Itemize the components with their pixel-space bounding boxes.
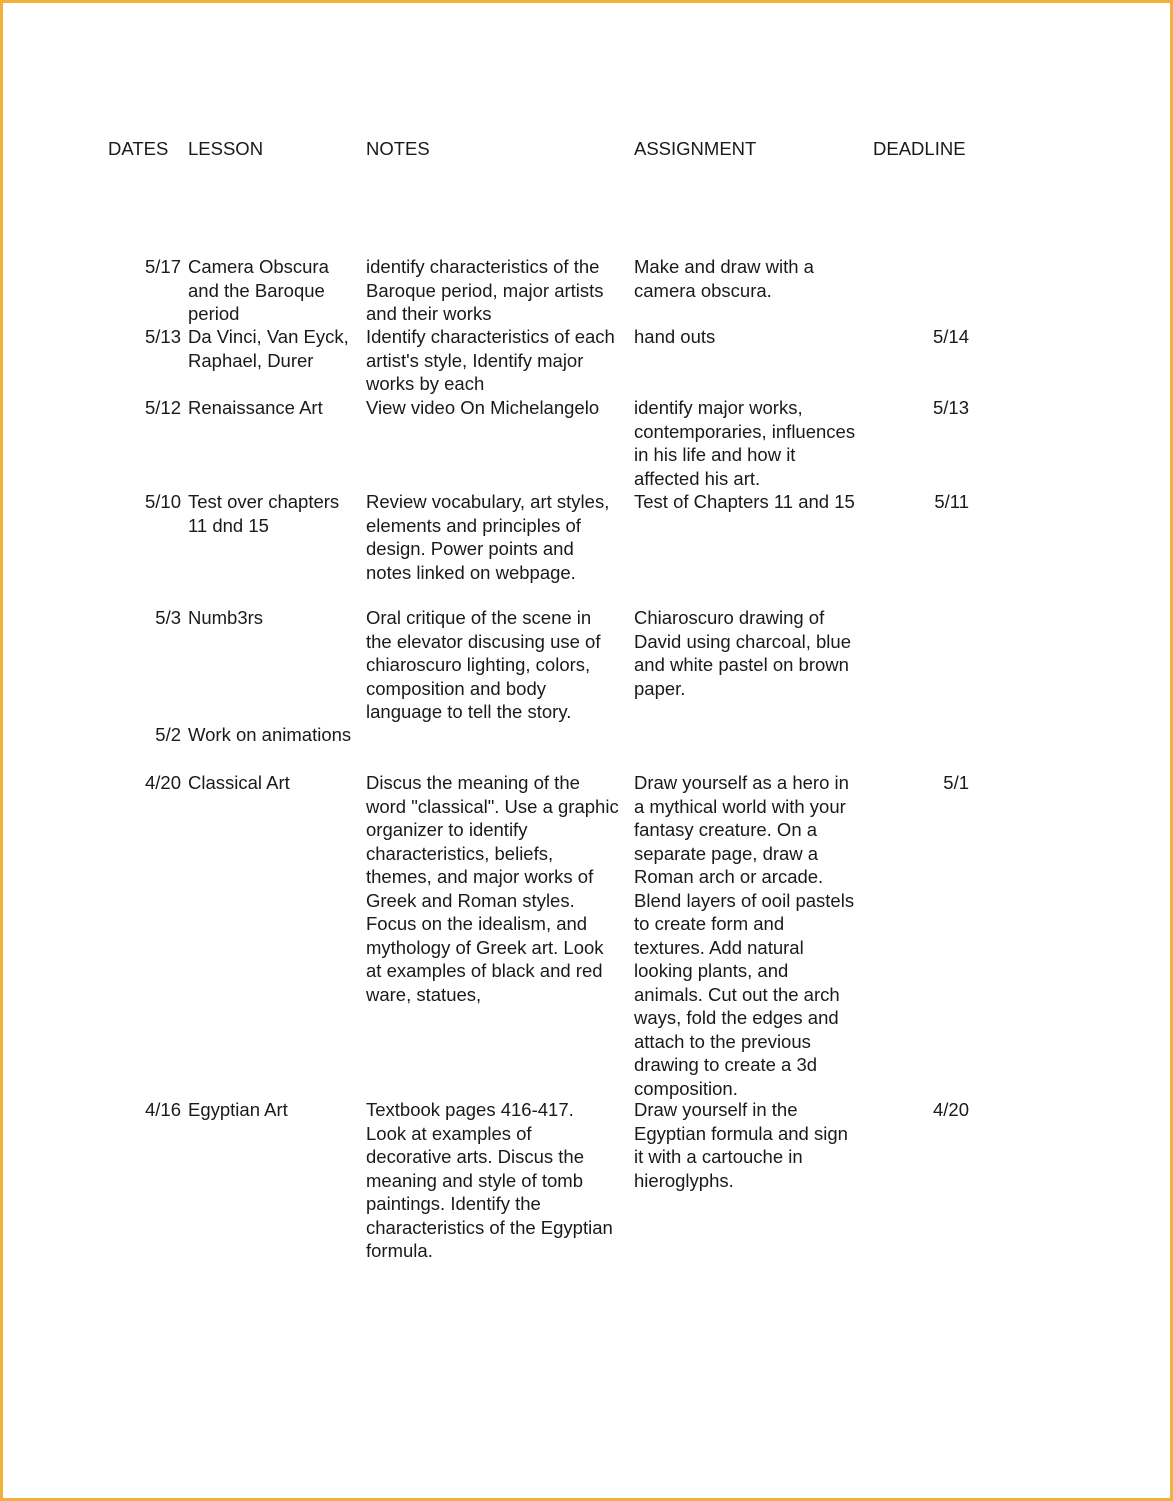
- row-notes-line: notes linked on webpage.: [366, 561, 576, 583]
- row-assignment-line: attach to the previous: [634, 1030, 811, 1052]
- row-lesson-line: and the Baroque: [188, 279, 325, 301]
- row-lesson: Numb3rs: [188, 607, 264, 628]
- header-notes: NOTES: [366, 138, 430, 159]
- row-lesson-line: Raphael, Durer: [188, 349, 314, 371]
- row-notes-line: composition and body: [366, 677, 546, 699]
- row-date: 5/10: [144, 491, 181, 512]
- row-notes-line: themes, and major works of: [366, 866, 594, 887]
- row-notes: Identify characteristics of each: [366, 326, 615, 347]
- row-notes: View video On Michelangelo: [366, 397, 600, 418]
- row-assignment-line: and white pastel on brown: [634, 654, 849, 675]
- row-notes: Review vocabulary, art styles,: [366, 491, 610, 512]
- row-date: 5/12: [144, 397, 181, 418]
- row-date: 5/2: [155, 724, 181, 745]
- row-assignment: hand outs: [634, 326, 716, 347]
- header-deadline: DEADLINE: [873, 138, 966, 159]
- row-assignment-line: affected his art.: [634, 467, 761, 489]
- row-assignment-line: David using charcoal, blue: [634, 630, 851, 652]
- row-deadline: 5/11: [934, 491, 969, 512]
- row-date: 5/13: [144, 326, 181, 347]
- row-assignment-line: drawing to create a 3d: [634, 1054, 818, 1075]
- row-notes: Textbook pages 416-417.: [366, 1099, 574, 1120]
- row-assignment: Draw yourself in the: [634, 1099, 798, 1120]
- row-assignment-line: a mythical world with your: [634, 795, 846, 817]
- row-date: 5/17: [144, 256, 181, 277]
- row-notes-line: formula.: [366, 1240, 433, 1261]
- row-notes-line: chiaroscuro lighting, colors,: [366, 654, 591, 675]
- row-date: 5/3: [155, 607, 181, 628]
- row-lesson-line: period: [188, 303, 240, 324]
- row-notes-line: artist's style, Identify major: [366, 349, 584, 371]
- row-lesson: Egyptian Art: [188, 1099, 288, 1120]
- row-deadline: 4/20: [932, 1099, 969, 1120]
- row-assignment-line: composition.: [634, 1077, 738, 1099]
- row-assignment: Chiaroscuro drawing of: [634, 607, 825, 628]
- row-lesson: Camera Obscura: [188, 256, 329, 277]
- row-assignment-line: separate page, draw a: [634, 842, 819, 864]
- row-notes-line: language to tell the story.: [366, 701, 572, 722]
- row-notes: Discus the meaning of the: [366, 772, 580, 793]
- row-assignment-line: looking plants, and: [634, 960, 789, 981]
- header-lesson: LESSON: [188, 138, 264, 159]
- row-notes-line: at examples of black and red: [366, 960, 603, 981]
- row-lesson: Test over chapters: [188, 491, 340, 512]
- row-notes-line: ware, statues,: [366, 983, 482, 1005]
- row-notes-line: elements and principles of: [366, 514, 581, 536]
- row-notes: identify characteristics of the: [366, 256, 600, 277]
- row-deadline: 5/14: [932, 326, 969, 347]
- row-assignment-line: contemporaries, influences: [634, 420, 856, 442]
- row-assignment-line: Egyptian formula and sign: [634, 1122, 848, 1144]
- row-notes-line: Greek and Roman styles.: [366, 889, 575, 911]
- row-notes-line: characteristics, beliefs,: [366, 842, 554, 864]
- row-notes-line: Focus on the idealism, and: [366, 913, 588, 934]
- row-assignment: Test of Chapters 11 and 15: [634, 491, 855, 512]
- row-lesson: Classical Art: [188, 772, 290, 793]
- row-assignment-line: animals. Cut out the arch: [634, 983, 840, 1005]
- row-lesson: Da Vinci, Van Eyck,: [188, 326, 349, 347]
- row-notes-line: mythology of Greek art. Look: [366, 936, 604, 958]
- row-date: 4/20: [144, 772, 181, 793]
- header-assignment: ASSIGNMENT: [634, 138, 757, 159]
- row-notes-line: the elevator discusing use of: [366, 630, 601, 652]
- row-assignment: Make and draw with a: [634, 256, 814, 277]
- row-assignment-line: Blend layers of ooil pastels: [634, 889, 855, 911]
- row-notes-line: Look at examples of: [366, 1122, 532, 1144]
- row-lesson-line: 11 dnd 15: [188, 514, 269, 536]
- row-notes: Oral critique of the scene in: [366, 607, 592, 628]
- row-assignment: identify major works,: [634, 397, 803, 418]
- row-notes-line: paintings. Identify the: [366, 1193, 541, 1214]
- row-assignment-line: Roman arch or arcade.: [634, 866, 824, 887]
- row-assignment-line: to create form and: [634, 913, 785, 934]
- row-notes-line: decorative arts. Discus the: [366, 1146, 584, 1167]
- row-assignment-line: paper.: [634, 677, 686, 699]
- row-date: 4/16: [144, 1099, 181, 1120]
- row-assignment-line: fantasy creature. On a: [634, 819, 818, 840]
- row-notes-line: works by each: [366, 373, 485, 394]
- row-notes-line: and their works: [366, 303, 492, 324]
- row-lesson: Work on animations: [188, 724, 352, 745]
- row-notes-line: characteristics of the Egyptian: [366, 1216, 613, 1238]
- row-notes-line: Baroque period, major artists: [366, 279, 604, 301]
- row-assignment-line: in his life and how it: [634, 444, 796, 465]
- row-assignment-line: textures. Add natural: [634, 936, 804, 958]
- row-notes-line: organizer to identify: [366, 819, 528, 840]
- header-dates: DATES: [108, 138, 169, 159]
- row-assignment: Draw yourself as a hero in: [634, 772, 849, 793]
- row-notes-line: design. Power points and: [366, 538, 574, 559]
- row-notes-line: meaning and style of tomb: [366, 1169, 583, 1191]
- row-assignment-line: ways, fold the edges and: [634, 1007, 839, 1028]
- row-assignment-line: hieroglyphs.: [634, 1169, 734, 1191]
- row-assignment-line: it with a cartouche in: [634, 1146, 803, 1167]
- row-notes-line: word "classical". Use a graphic: [366, 795, 619, 817]
- row-lesson: Renaissance Art: [188, 397, 323, 418]
- row-assignment-line: camera obscura.: [634, 279, 772, 301]
- row-deadline: 5/1: [943, 772, 969, 793]
- row-deadline: 5/13: [932, 397, 969, 418]
